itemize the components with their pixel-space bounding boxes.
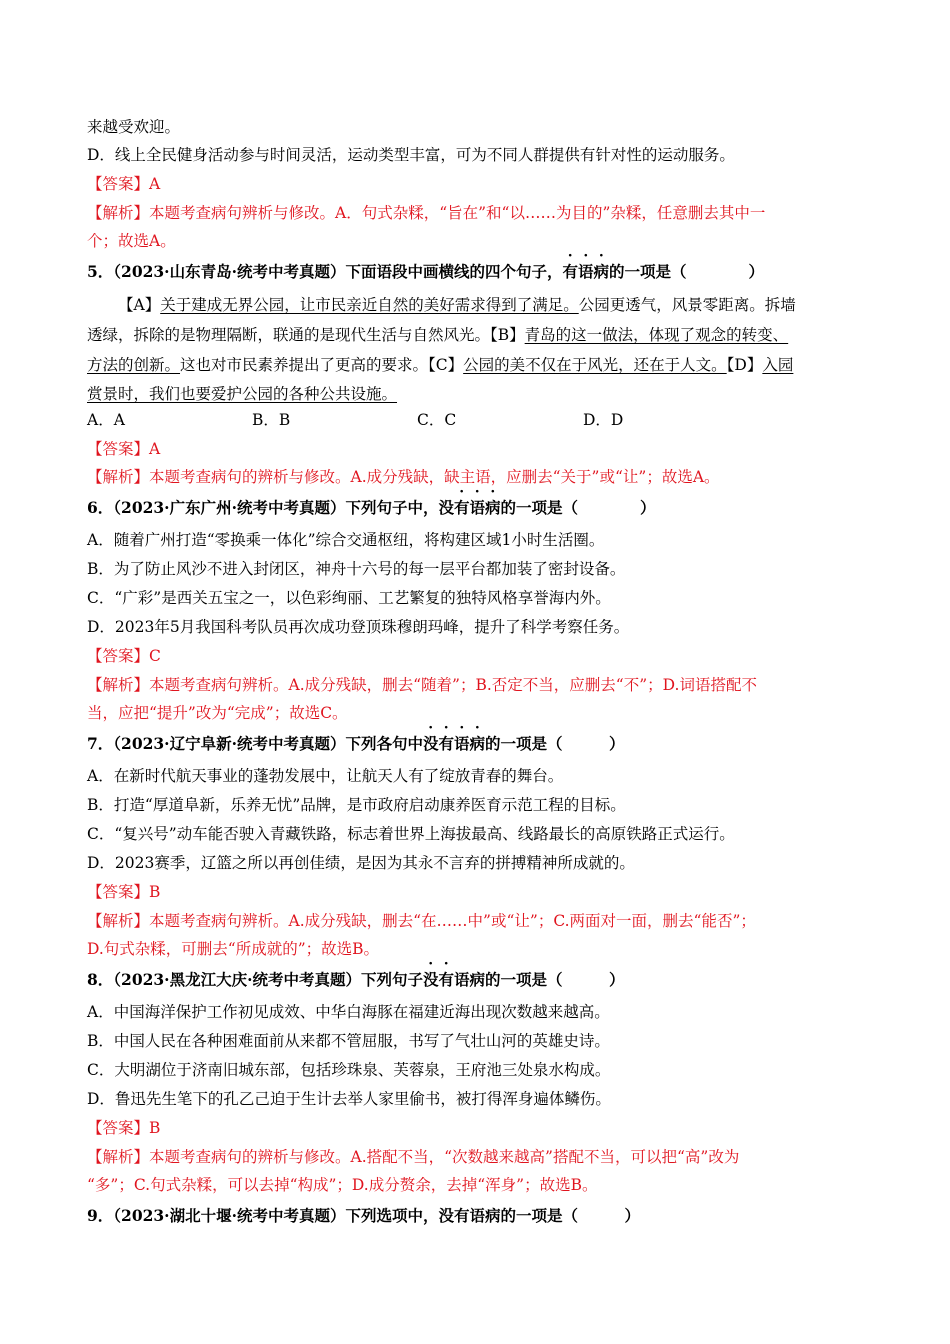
prev-answer: 【答案】A (87, 175, 161, 193)
underlined-sentence-b: 青岛的这一做法，体现了观念的转变、 (524, 326, 789, 344)
q8-analysis-line-2: “多”；C.句式杂糅，可以去掉“构成”；D.成分赘余，去掉“浑身”；故选B。 (87, 1176, 598, 1194)
emphasis-char: 语 (469, 498, 485, 517)
q5-option-a: A．A (87, 411, 125, 429)
q6-analysis-line-1: 【解析】本题考查病句辨析。A.成分残缺，删去“随着”；B.否定不当，应删去“不”；D.词语搭配不 (87, 676, 757, 694)
emphasis-char: 没 (422, 734, 439, 753)
prev-option-d: D．线上全民健身活动参与时间灵活，运动类型丰富，可为不同人群提供有针对性的运动服务。 (87, 146, 735, 164)
emphasis-char: 语 (578, 262, 594, 281)
q6-option-c: C．“广彩”是西关五宝之一，以色彩绚丽、工艺繁复的独特风格享誉海内外。 (87, 589, 611, 607)
underlined-sentence-c: 公园的美不仅在于风光，还在于人文。 (463, 356, 727, 374)
underlined-sentence-d: 入园 (762, 356, 794, 374)
q5-passage-line-2: 透绿，拆除的是物理隔断，联通的是现代生活与自然风光。【B】青岛的这一做法，体现了观念的转变、 (87, 326, 789, 344)
q6-option-b: B．为了防止风沙不进入封闭区，神舟十六号的每一层平台都加装了密封设备。 (87, 560, 626, 578)
q7-option-c: C．“复兴号”动车能否驶入青藏铁路，标志着世界上海拔最高、线路最长的高原铁路正式运行。 (87, 825, 735, 843)
q7-analysis-line-1: 【解析】本题考查病句辨析。A.成分残缺，删去“在……中”或“让”；C.两面对一面，删去“能否”； (87, 912, 756, 930)
q5-passage-line-4 (87, 384, 397, 404)
q5-option-d: D．D (583, 411, 624, 429)
emphasis-char: 语 (454, 734, 470, 753)
q6-option-a: A．随着广州打造“零换乘一体化”综合交通枢纽，将构建区域1小时生活圈。 (87, 531, 605, 549)
emphasis-char: 有 (438, 970, 454, 989)
q8-option-c: C．大明湖位于济南旧城东部，包括珍珠泉、芙蓉泉，王府池三处泉水构成。 (87, 1061, 611, 1079)
q5-passage-line-1: 【A】关于建成无界公园，让市民亲近自然的美好需求得到了满足。公园更透气，风景零距离。拆墙 (118, 296, 796, 314)
q7-answer: 【答案】B (87, 883, 161, 901)
emphasis-char: 没 (422, 970, 439, 989)
q9-title: 9．（2023·湖北十堰·统考中考真题）下列选项中，没有语病的一项是（ ） (87, 1206, 640, 1225)
q7-analysis-line-2: D.句式杂糅，可删去“所成就的”；故选B。 (87, 940, 380, 958)
emphasis-char: 病 (485, 498, 501, 517)
underlined-sentence-a: 关于建成无界公园，让市民亲近自然的美好需求得到了满足。 (160, 296, 579, 314)
q8-answer: 【答案】B (87, 1119, 161, 1137)
q6-answer: 【答案】C (87, 647, 161, 665)
q8-analysis-line-1: 【解析】本题考查病句的辨析与修改。A.搭配不当，“次数越来越高”搭配不当，可以把“高”改为 (87, 1148, 740, 1166)
q7-option-a: A．在新时代航天事业的蓬勃发展中，让航天人有了绽放青春的舞台。 (87, 767, 564, 785)
emphasis-char: 有 (453, 498, 470, 517)
q6-title: 6．（2023·广东广州·统考中考真题）下列句子中，没有语病的一项是（ ） (87, 498, 656, 517)
q8-option-a: A．中国海洋保护工作初见成效、中华白海豚在福建近海出现次数越来越高。 (87, 1003, 610, 1021)
prev-analysis-line-2: 个；故选A。 (87, 232, 176, 250)
q8-option-d: D．鲁迅先生笔下的孔乙己迫于生计去举人家里偷书，被打得浑身遍体鳞伤。 (87, 1090, 611, 1108)
q6-option-d: D．2023年5月我国科考队员再次成功登顶珠穆朗玛峰，提升了科学考察任务。 (87, 618, 630, 636)
q8-title: 8．（2023·黑龙江大庆·统考中考真题）下列句子没有语病的一项是（ ） (87, 970, 625, 989)
q5-option-c: C．C (417, 411, 457, 429)
q6-analysis-line-2: 当，应把“提升”改为“完成”；故选C。 (87, 704, 348, 722)
q5-option-b: B．B (252, 411, 291, 429)
q5-answer: 【答案】A (87, 440, 161, 458)
q5-analysis: 【解析】本题考查病句的辨析与修改。A.成分残缺，缺主语，应删去“关于”或“让”；故选A。 (87, 468, 720, 486)
emphasis-char: 病 (469, 734, 486, 753)
prev-option-c-tail: 来越受欢迎。 (87, 118, 181, 136)
q5-passage-line-3: 方法的创新。这也对市民素养提出了更高的要求。【C】公园的美不仅在于风光，还在于人文。【D】入园 (87, 356, 794, 374)
underlined-sentence-b-cont: 方法的创新。 (87, 356, 181, 374)
emphasis-char: 病 (593, 262, 610, 281)
emphasis-char: 有 (562, 262, 578, 281)
prev-analysis-line-1: 【解析】本题考查病句辨析与修改。A．句式杂糅，“旨在”和“以……为目的”杂糅，任意删去其中一 (87, 204, 766, 222)
underlined-sentence-d-cont: 赏景时，我们也要爱护公园的各种公共设施。 (87, 385, 398, 403)
q8-option-b: B．中国人民在各种困难面前从来都不管屈服，书写了气壮山河的英雄史诗。 (87, 1032, 610, 1050)
q7-title: 7．（2023·辽宁阜新·统考中考真题）下列各句中没有语病的一项是（ ） (87, 734, 625, 753)
q7-option-b: B．打造“厚道阜新，乐养无忧”品牌，是市政府启动康养医育示范工程的目标。 (87, 796, 626, 814)
emphasis-char: 有 (438, 734, 454, 753)
q7-option-d: D．2023赛季，辽篮之所以再创佳绩，是因为其永不言弃的拼搏精神所成就的。 (87, 854, 635, 872)
q5-title: 5．（2023·山东青岛·统考中考真题）下面语段中画横线的四个句子，有语病的一项是（ ） (87, 262, 765, 281)
